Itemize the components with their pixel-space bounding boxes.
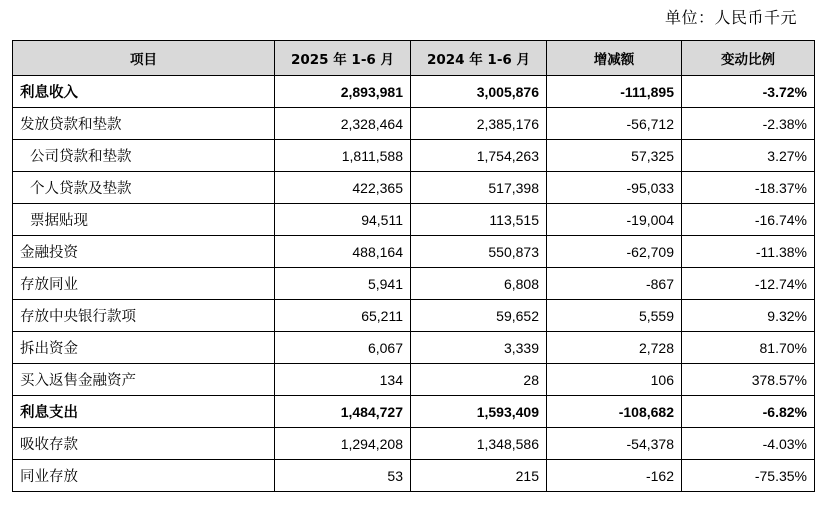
value-2025: 2,893,981 bbox=[275, 76, 411, 108]
value-change: -108,682 bbox=[547, 396, 682, 428]
row-label: 买入返售金融资产 bbox=[13, 364, 275, 396]
row-label: 票据贴现 bbox=[13, 204, 275, 236]
value-2025: 1,294,208 bbox=[275, 428, 411, 460]
value-2024: 28 bbox=[411, 364, 547, 396]
value-2025: 134 bbox=[275, 364, 411, 396]
value-change: 57,325 bbox=[547, 140, 682, 172]
table-row bbox=[13, 396, 815, 428]
value-2024: 6,808 bbox=[411, 268, 547, 300]
table-row bbox=[13, 76, 815, 108]
row-label: 拆出资金 bbox=[13, 332, 275, 364]
value-change-ratio: 9.32% bbox=[682, 300, 815, 332]
header-item: 项目 bbox=[13, 41, 275, 76]
value-2025: 94,511 bbox=[275, 204, 411, 236]
value-2024: 59,652 bbox=[411, 300, 547, 332]
header-change-ratio: 变动比例 bbox=[682, 41, 815, 76]
value-2024: 550,873 bbox=[411, 236, 547, 268]
value-change: -54,378 bbox=[547, 428, 682, 460]
table-row bbox=[13, 172, 815, 204]
row-label: 利息收入 bbox=[13, 76, 275, 108]
value-2025: 488,164 bbox=[275, 236, 411, 268]
value-2025: 1,811,588 bbox=[275, 140, 411, 172]
interest-table bbox=[12, 40, 815, 492]
value-change-ratio: -4.03% bbox=[682, 428, 815, 460]
value-change-ratio: -18.37% bbox=[682, 172, 815, 204]
table-row bbox=[13, 460, 815, 492]
table-row bbox=[13, 268, 815, 300]
value-2024: 113,515 bbox=[411, 204, 547, 236]
row-label: 利息支出 bbox=[13, 396, 275, 428]
header-row bbox=[13, 41, 815, 76]
row-label: 公司贷款和垫款 bbox=[13, 140, 275, 172]
value-2024: 215 bbox=[411, 460, 547, 492]
header-2024: 2024 年 1-6 月 bbox=[411, 41, 547, 76]
row-label: 个人贷款及垫款 bbox=[13, 172, 275, 204]
table-row bbox=[13, 204, 815, 236]
value-2025: 53 bbox=[275, 460, 411, 492]
value-change-ratio: -2.38% bbox=[682, 108, 815, 140]
value-2025: 5,941 bbox=[275, 268, 411, 300]
value-change: -95,033 bbox=[547, 172, 682, 204]
row-label: 同业存放 bbox=[13, 460, 275, 492]
value-2024: 3,005,876 bbox=[411, 76, 547, 108]
row-label: 存放同业 bbox=[13, 268, 275, 300]
table-row bbox=[13, 428, 815, 460]
header-2025: 2025 年 1-6 月 bbox=[275, 41, 411, 76]
value-change: -19,004 bbox=[547, 204, 682, 236]
value-2024: 517,398 bbox=[411, 172, 547, 204]
value-change: 5,559 bbox=[547, 300, 682, 332]
row-label: 吸收存款 bbox=[13, 428, 275, 460]
value-2025: 422,365 bbox=[275, 172, 411, 204]
value-change: 106 bbox=[547, 364, 682, 396]
value-change: -867 bbox=[547, 268, 682, 300]
value-change-ratio: 378.57% bbox=[682, 364, 815, 396]
unit-label: 单位：人民币千元 bbox=[664, 8, 797, 27]
value-change: -62,709 bbox=[547, 236, 682, 268]
value-2025: 2,328,464 bbox=[275, 108, 411, 140]
table-row bbox=[13, 300, 815, 332]
value-change: -162 bbox=[547, 460, 682, 492]
value-change: 2,728 bbox=[547, 332, 682, 364]
value-2024: 1,754,263 bbox=[411, 140, 547, 172]
row-label: 发放贷款和垫款 bbox=[13, 108, 275, 140]
value-change-ratio: -12.74% bbox=[682, 268, 815, 300]
row-label: 金融投资 bbox=[13, 236, 275, 268]
value-2024: 1,348,586 bbox=[411, 428, 547, 460]
row-label: 存放中央银行款项 bbox=[13, 300, 275, 332]
table-row bbox=[13, 236, 815, 268]
value-change: -56,712 bbox=[547, 108, 682, 140]
value-change-ratio: 3.27% bbox=[682, 140, 815, 172]
table-row bbox=[13, 108, 815, 140]
value-change-ratio: -11.38% bbox=[682, 236, 815, 268]
header-change: 增减额 bbox=[547, 41, 682, 76]
value-2024: 1,593,409 bbox=[411, 396, 547, 428]
value-2025: 65,211 bbox=[275, 300, 411, 332]
value-change-ratio: -16.74% bbox=[682, 204, 815, 236]
value-2024: 3,339 bbox=[411, 332, 547, 364]
value-change-ratio: -6.82% bbox=[682, 396, 815, 428]
table-row bbox=[13, 364, 815, 396]
value-2024: 2,385,176 bbox=[411, 108, 547, 140]
value-change-ratio: 81.70% bbox=[682, 332, 815, 364]
value-change-ratio: -75.35% bbox=[682, 460, 815, 492]
value-2025: 1,484,727 bbox=[275, 396, 411, 428]
table-body bbox=[13, 76, 815, 492]
table-row bbox=[13, 140, 815, 172]
value-change: -111,895 bbox=[547, 76, 682, 108]
table-row bbox=[13, 332, 815, 364]
value-change-ratio: -3.72% bbox=[682, 76, 815, 108]
value-2025: 6,067 bbox=[275, 332, 411, 364]
